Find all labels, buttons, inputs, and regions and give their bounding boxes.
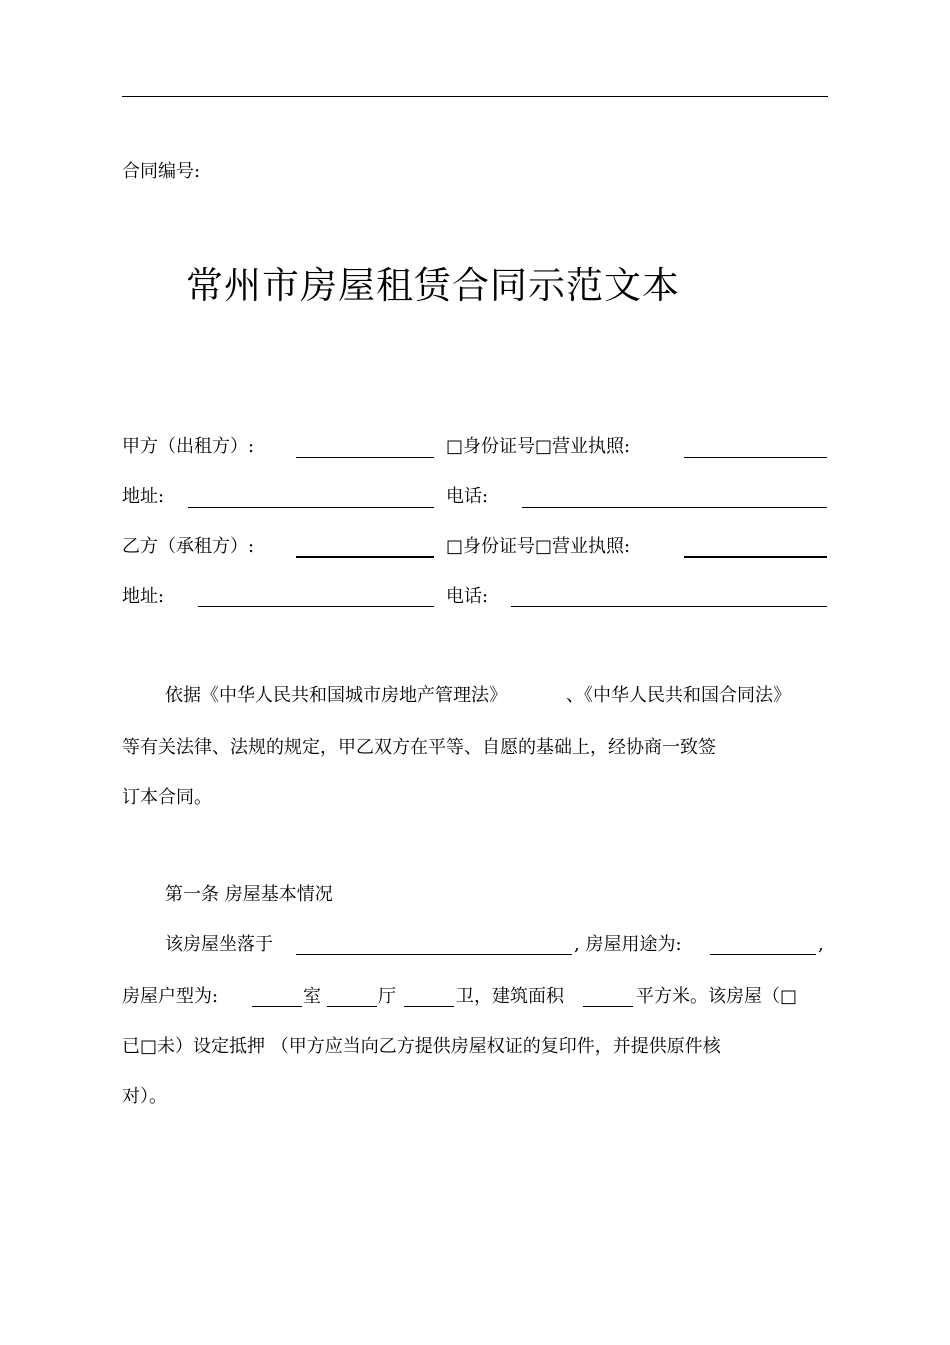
- party-a-id-label: □身份证号□营业执照:: [446, 436, 631, 457]
- usage-field[interactable]: [710, 954, 816, 955]
- party-b-address-label: 地址:: [122, 586, 165, 607]
- party-a-address-field[interactable]: [188, 507, 434, 508]
- preamble-line1-b: 、《中华人民共和国合同法》: [566, 685, 791, 706]
- party-a-phone-field[interactable]: [522, 507, 827, 508]
- baths-and-area-label: 卫，建筑面积: [456, 986, 564, 1007]
- baths-field[interactable]: [404, 1006, 454, 1007]
- party-b-id-field[interactable]: [684, 556, 827, 558]
- halls-unit: 厅: [378, 986, 396, 1007]
- party-b-phone-label: 电话:: [446, 586, 489, 607]
- layout-label: 房屋户型为:: [122, 986, 219, 1007]
- party-b-label: 乙方（承租方）:: [122, 536, 255, 557]
- header-rule: [122, 96, 828, 97]
- contract-number-label: 合同编号:: [122, 161, 201, 182]
- party-a-name-field[interactable]: [296, 457, 434, 458]
- preamble-line3: 订本合同。: [122, 787, 212, 808]
- usage-comma: ,: [818, 934, 824, 955]
- party-b-name-field[interactable]: [296, 556, 434, 558]
- party-a-id-field[interactable]: [684, 457, 827, 458]
- location-field[interactable]: [296, 954, 572, 955]
- party-a-label: 甲方（出租方）:: [122, 436, 255, 457]
- document-title: 常州市房屋租赁合同示范文本: [186, 264, 680, 307]
- party-b-id-label: □身份证号□营业执照:: [446, 536, 631, 557]
- halls-field[interactable]: [327, 1006, 377, 1007]
- mortgage-line-end: 对）。: [122, 1086, 167, 1107]
- rooms-field[interactable]: [252, 1006, 302, 1007]
- area-field[interactable]: [583, 1006, 633, 1007]
- mortgage-line: 已□未）设定抵押 （甲方应当向乙方提供房屋权证的复印件，并提供原件核: [122, 1036, 721, 1057]
- location-label: 该房屋坐落于: [165, 934, 273, 955]
- area-unit-text: 平方米。该房屋（□: [636, 986, 798, 1007]
- party-a-phone-label: 电话:: [446, 486, 489, 507]
- preamble-line1-a: 依据《中华人民共和国城市房地产管理法》: [165, 685, 507, 706]
- party-b-address-field[interactable]: [198, 606, 434, 607]
- usage-label: , 房屋用途为:: [574, 934, 682, 955]
- preamble-line2: 等有关法律、法规的规定，甲乙双方在平等、自愿的基础上，经协商一致签: [122, 737, 716, 758]
- party-b-phone-field[interactable]: [511, 606, 827, 607]
- article1-heading: 第一条 房屋基本情况: [165, 884, 333, 905]
- rooms-unit: 室: [303, 986, 321, 1007]
- party-a-address-label: 地址:: [122, 486, 165, 507]
